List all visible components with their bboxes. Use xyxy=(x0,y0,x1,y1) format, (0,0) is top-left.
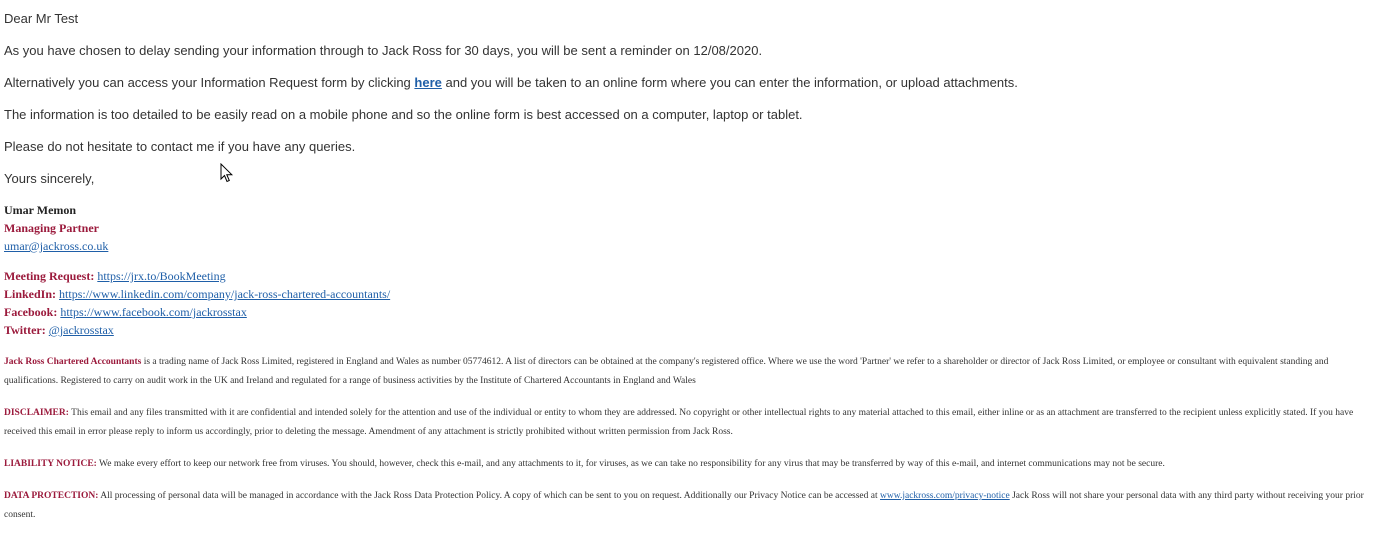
disclaimer xyxy=(4,404,1369,442)
twitter-link[interactable]: @jackrosstax xyxy=(48,323,114,337)
data-protection-label: DATA PROTECTION: xyxy=(4,491,99,501)
company-label: Jack Ross Chartered Accountants xyxy=(4,357,142,367)
liability-notice xyxy=(4,455,1369,474)
twitter-label: Twitter: xyxy=(4,323,46,337)
disclaimer-label: DISCLAIMER: xyxy=(4,408,69,418)
sender-title: Managing Partner xyxy=(4,221,99,235)
liability-text: We make every effort to keep our network free from viruses. You should, however, check this e-mail, and any attachments to it, for viruses, as we can take no responsibility for any virus that may be transferred by way of this e-mail, and internet communications may not be secure. xyxy=(96,459,1165,469)
here-link[interactable]: here xyxy=(414,75,442,90)
access-form-text-after: and you will be taken to an online form where you can enter the information, or upload attachments. xyxy=(441,75,1018,90)
signature-block xyxy=(4,201,108,255)
company-text: is a trading name of Jack Ross Limited, registered in England and Wales as number 05774612. A list of directors can be obtained at the company's registered office. Where we use the word 'Partner' we refer to a shareholder or director of Jack Ross Limited, or employee or consultant with equivalent standing and qualifications. Registered to carry on audit work in the UK and Ireland and regulated for a range of business activities by the Institute of Chartered Accountants in England and Wales xyxy=(4,357,1329,386)
mouse-pointer-icon xyxy=(220,163,234,183)
disclaimer-text: This email and any files transmitted with it are confidential and intended solely for the attention and use of the individual or entity to whom they are addressed. No copyright or other intellectual rights to any material attached to this email, either inline or as an attachment are transferred to the recipient unless explicitly stated. If you have received this email in error please reply to inform us accordingly, prior to deleting the message. Amendment of any attachment is strictly prohibited without written permission from Jack Ross. xyxy=(4,408,1354,437)
company-notice xyxy=(4,353,1369,391)
social-links xyxy=(4,267,390,339)
access-form-text xyxy=(4,75,1018,91)
meeting-link[interactable]: https://jrx.to/BookMeeting xyxy=(97,269,226,283)
access-form-text-before: Alternatively you can access your Information Request form by clicking xyxy=(4,75,415,90)
sender-email-link[interactable]: umar@jackross.co.uk xyxy=(4,239,109,253)
contact-notice: Please do not hesitate to contact me if you have any queries. xyxy=(4,139,356,154)
data-protection xyxy=(4,487,1369,525)
sender-name: Umar Memon xyxy=(4,203,77,217)
linkedin-label: LinkedIn: xyxy=(4,287,57,301)
greeting: Dear Mr Test xyxy=(4,11,79,26)
closing: Yours sincerely, xyxy=(4,171,95,186)
meeting-label: Meeting Request: xyxy=(4,269,95,283)
delay-notice: As you have chosen to delay sending your information through to Jack Ross for 30 days, you will be sent a reminder on 12/08/2020. xyxy=(4,43,763,58)
mobile-notice: The information is too detailed to be easily read on a mobile phone and so the online form is best accessed on a computer, laptop or tablet. xyxy=(4,107,803,122)
data-protection-text-after: Jack Ross will not share your personal data with any third party without receiving your prior consent. xyxy=(4,491,1364,520)
privacy-notice-link[interactable]: www.jackross.com/privacy-notice xyxy=(880,491,1010,501)
liability-label: LIABILITY NOTICE: xyxy=(4,459,97,469)
facebook-label: Facebook: xyxy=(4,305,58,319)
data-protection-text-before: All processing of personal data will be managed in accordance with the Jack Ross Data Protection Policy. A copy of which can be sent to you on request. Additionally our Privacy Notice can be accessed at xyxy=(98,491,881,501)
facebook-link[interactable]: https://www.facebook.com/jackrosstax xyxy=(60,305,247,319)
linkedin-link[interactable]: https://www.linkedin.com/company/jack-ross-chartered-accountants/ xyxy=(59,287,391,301)
